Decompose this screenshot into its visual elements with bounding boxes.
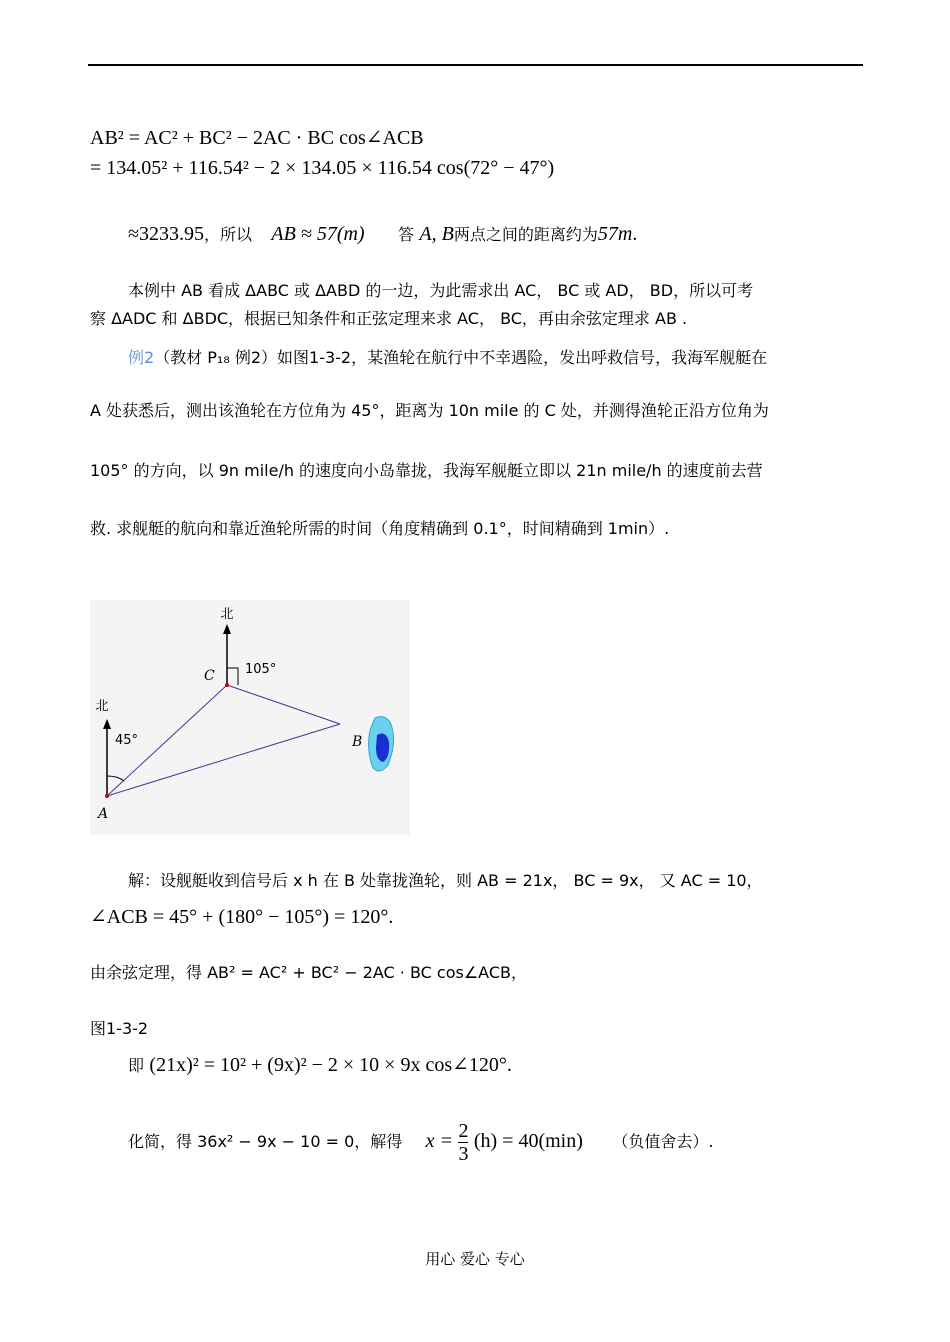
- figure-caption: 图1-3-2: [90, 1019, 149, 1038]
- north-label-a: 北: [95, 699, 109, 714]
- segment-ab: [107, 724, 340, 796]
- segment-cb: [227, 685, 340, 724]
- point-a: [105, 794, 109, 798]
- solution-line-1: 解：设舰艇收到信号后 x h 在 B 处靠拢渔轮，则 AB = 21x， BC = 9x， 又 AC = 10，: [128, 871, 763, 890]
- result-line: ≈3233.95，所以 AB ≈ 57(m) 答 A, B两点之间的距离约为57m.: [128, 223, 638, 245]
- figure-1-3-2: [90, 600, 410, 835]
- angle-label-45: 45°: [115, 733, 139, 748]
- equation-line-2: = 134.05² + 116.54² − 2 × 134.05 × 116.54 cos(72° − 47°): [90, 157, 555, 179]
- north-arrow-a-head: [103, 719, 111, 729]
- example-line-3: 105° 的方向，以 9n mile/h 的速度向小岛靠拢，我海军舰艇立即以 21n mile/h 的速度前去营: [90, 461, 763, 480]
- solution-line-3: 由余弦定理，得 AB² = AC² + BC² − 2AC · BC cos∠ACB，: [90, 963, 527, 982]
- solution-line-5: 化简，得 36x² − 9x − 10 = 0，解得 x = $\frac{2}{3}$ (h) = 40(min) （负值舍去）.: [128, 1120, 714, 1165]
- example-line-4: 救. 求舰艇的航向和靠近渔轮所需的时间（角度精确到 0.1°，时间精确到 1min）.: [90, 519, 670, 538]
- solution-line-4: 即 (21x)² = 10² + (9x)² − 2 × 10 × 9x cos∠120°.: [128, 1054, 512, 1076]
- paragraph-1-line-2: 察 ΔADC 和 ΔBDC，根据已知条件和正弦定理来求 AC， BC，再由余弦定理求 AB .: [90, 309, 688, 328]
- fraction-two-thirds: $\frac{2}{3}$: [458, 1120, 469, 1165]
- example-line-2: A 处获悉后，测出该渔轮在方位角为 45°，距离为 10n mile 的 C 处，并测得渔轮正沿方位角为: [90, 401, 769, 420]
- angle-label-105: 105°: [245, 662, 277, 677]
- point-c: [225, 683, 229, 687]
- point-label-a: A: [98, 806, 109, 822]
- paragraph-1-line-1: 本例中 AB 看成 ΔABC 或 ΔABD 的一边，为此需求出 AC， BC 或 AD， BD，所以可考: [128, 281, 754, 300]
- navigation-diagram: [90, 600, 410, 835]
- angle-arc-a: [107, 776, 124, 781]
- point-label-c: C: [204, 668, 215, 684]
- point-label-b: B: [352, 734, 363, 750]
- north-label-c: 北: [220, 607, 234, 622]
- angle-arc-c: [227, 668, 238, 685]
- solution-line-2: ∠ACB = 45° + (180° − 105°) = 120°.: [90, 906, 394, 928]
- example-label: 例2: [128, 348, 155, 367]
- example-line-1: 例2（教材 P₁₈ 例2）如图1-3-2，某渔轮在航行中不幸遇险，发出呼救信号，我海军舰艇在: [128, 348, 768, 367]
- equation-line-1: AB² = AC² + BC² − 2AC · BC cos∠ACB: [90, 127, 424, 149]
- header-rule: [88, 64, 863, 66]
- north-arrow-c-head: [223, 624, 231, 634]
- page-footer: 用心 爱心 专心: [425, 1250, 525, 1268]
